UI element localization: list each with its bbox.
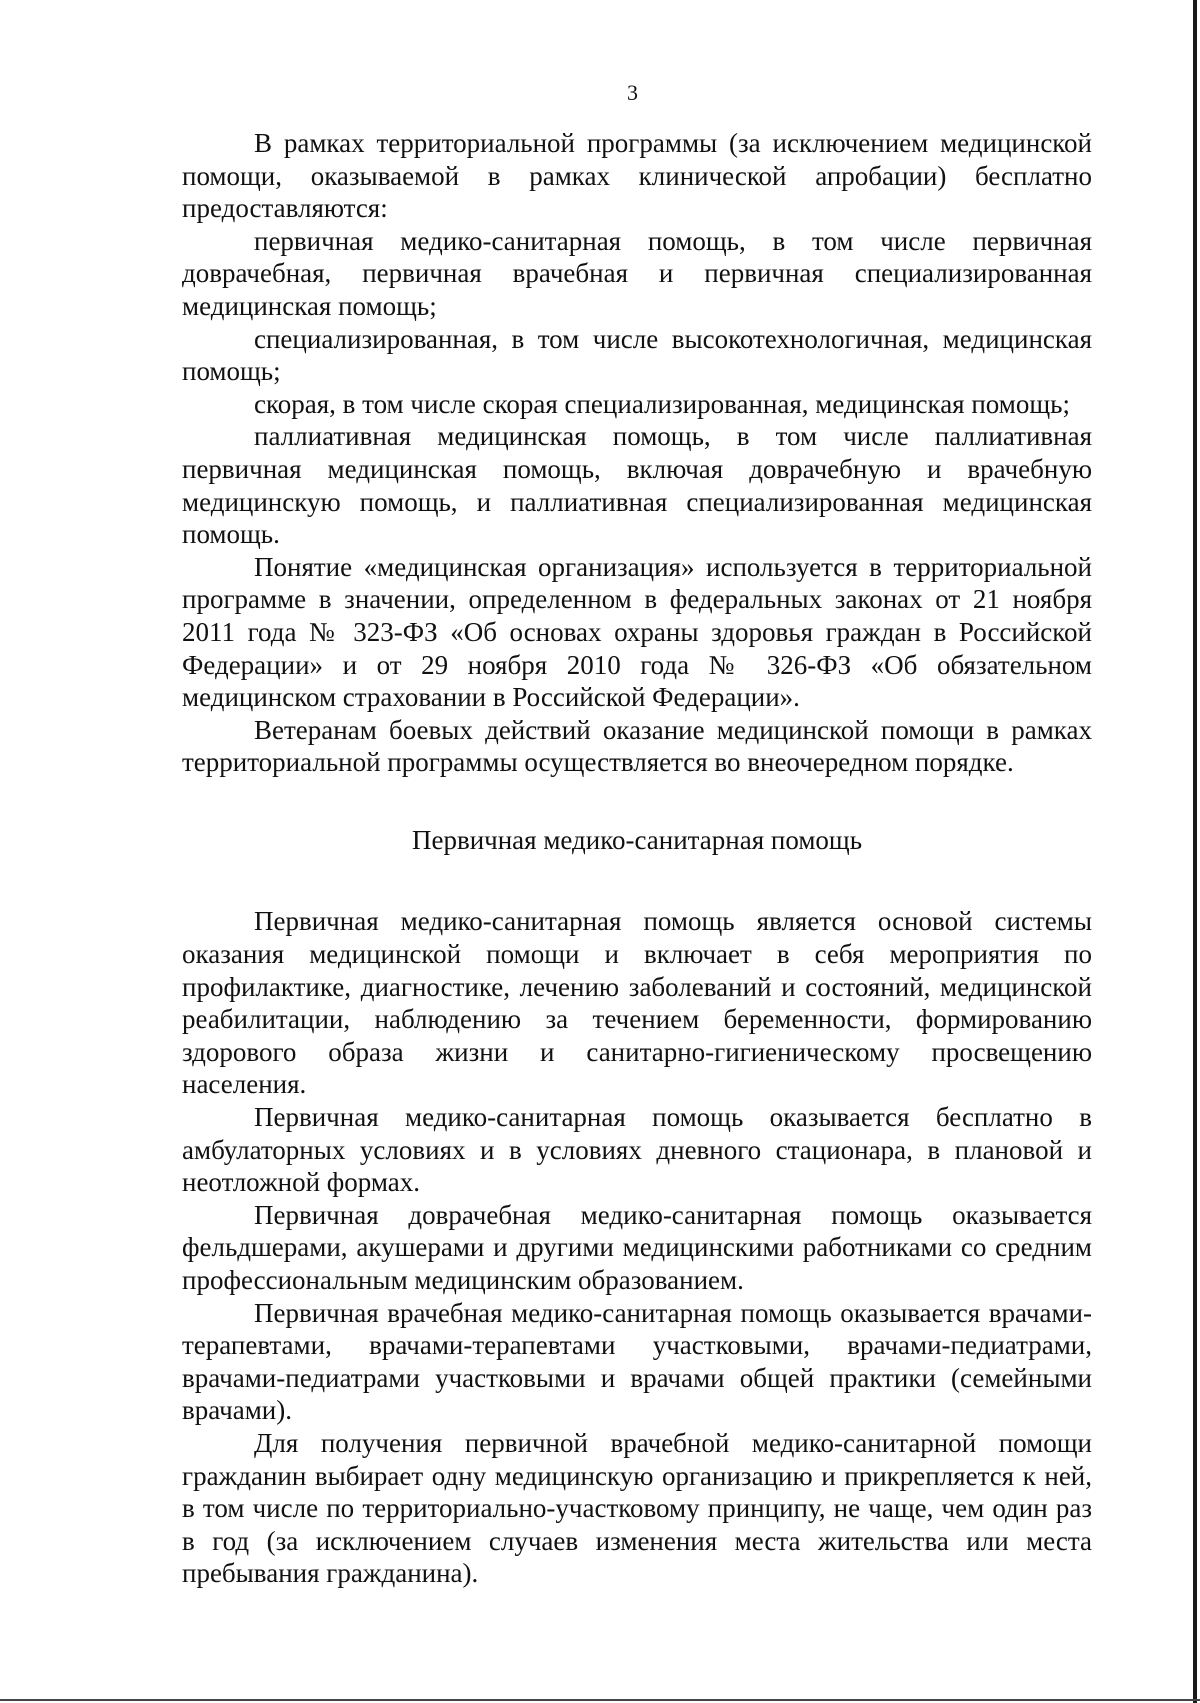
paragraph-intro: В рамках территориальной программы (за исключением медицинской помощи, оказываемой в рамках клинической апробации) бесплатно предоставляются: bbox=[182, 128, 1092, 224]
section-heading: Первичная медико-санитарная помощь bbox=[411, 824, 863, 855]
paragraph-medical-organization: Понятие «медицинская организация» используется в территориальной программе в значении, определенном в федеральных законах от 21 ноября 2011 года № 323-ФЗ «Об основах охраны здоровья граждан в Российской Федерации» и от 29 ноября 2010 года № 326-ФЗ «Об обязательном медицинском страховании в Российской Федерации». bbox=[182, 551, 1092, 713]
paragraph-attachment: Для получения первичной врачебной медико-санитарной помощи гражданин выбирает одну медицинскую организацию и прикрепляется к ней, в том числе по территориально-участковому принципу, не чаще, чем один раз в год (за исключением случаев изменения места жительства или места пребывания гражданина). bbox=[182, 1427, 1092, 1589]
paragraph-pmsp-basis: Первичная медико-санитарная помощь является основой системы оказания медицинской помощи и включает в себя мероприятия по профилактике, диагностике, лечению заболеваний и состояний, медицинской реабилитации, наблюдению за течением беременности, формированию здорового образа жизни и санитарно-гигиеническому просвещению населения. bbox=[182, 906, 1092, 1100]
paragraph-primary-care: первичная медико-санитарная помощь, в том числе первичная доврачебная, первичная врачебная и первичная специализированная медицинская помощь; bbox=[182, 225, 1092, 321]
page-number: 3 bbox=[627, 80, 638, 105]
paragraph-palliative-care: паллиативная медицинская помощь, в том числе паллиативная первичная медицинская помощь, включая доврачебную и врачебную медицинскую помощь, и паллиативная специализированная медицинская помощь. bbox=[182, 421, 1092, 550]
paragraph-pmsp-free: Первичная медико-санитарная помощь оказывается бесплатно в амбулаторных условиях и в условиях дневного стационара, в плановой и неотложной формах. bbox=[182, 1102, 1092, 1198]
paragraph-doctor-care: Первичная врачебная медико-санитарная помощь оказывается врачами-терапевтами, врачами-терапевтами участковыми, врачами-педиатрами, врачами-педиатрами участковыми и врачами общей практики (семейными врачами). bbox=[182, 1297, 1092, 1426]
paragraph-specialized-care: специализированная, в том числе высокотехнологичная, медицинская помощь; bbox=[182, 323, 1092, 387]
paragraph-veterans: Ветеранам боевых действий оказание медицинской помощи в рамках территориальной программы осуществляется во внеочередном порядке. bbox=[182, 714, 1092, 778]
paragraph-pre-doctor-care: Первичная доврачебная медико-санитарная помощь оказывается фельдшерами, акушерами и другими медицинскими работниками со средним профессиональным медицинским образованием. bbox=[182, 1199, 1092, 1295]
scan-border-right bbox=[1193, 0, 1197, 1703]
scan-border-bottom bbox=[0, 1699, 1200, 1701]
document-body bbox=[182, 127, 1092, 1590]
paragraph-emergency-care: скорая, в том числе скорая специализированная, медицинская помощь; bbox=[254, 388, 1070, 419]
